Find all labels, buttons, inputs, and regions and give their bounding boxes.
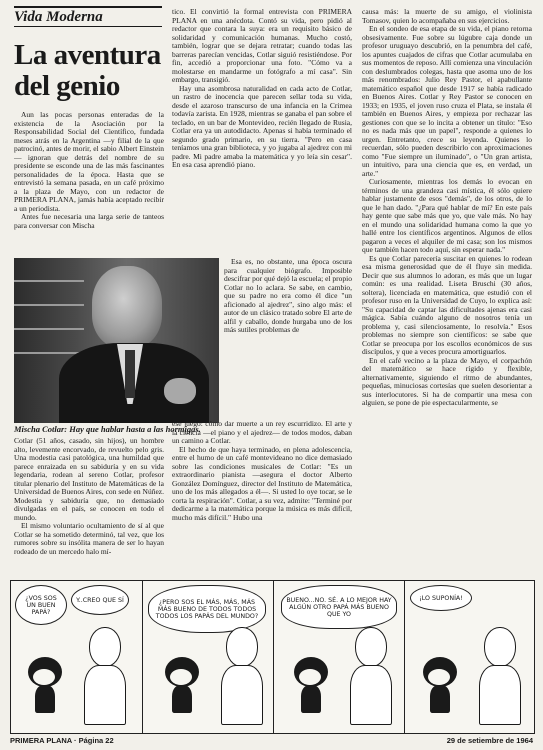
comic-panel-1 — [11, 581, 143, 733]
paragraph: Cotlar (51 años, casado, sin hijos), un hombre alto, levemente encorvado, de revuelto pelo gris. Una modestia casi patológica, una humildad que parece enraizada en su sabiduría y en su vida legendaria, rodean al sereno Cotlar, profesor titular plenario del Instituto de Matemáticas de la Universidad de Buenos Aires, con sede en Núñez. Modestia y sabiduría que, no demasiado divulgadas en el país, se conocen en todo el mundo. — [14, 437, 164, 522]
father-figure — [218, 627, 266, 727]
paragraph: En el sondeo de esa etapa de su vida, el piano retorna obsesivamente. Fue sobre su lúgubre caja donde un profesor uruguayo descubrió, en la penumbra del café, los apuntes cuajados de cifras que Cotlar acumulaba en sus momentos de reposo. Allí comienza una vinculación con deslumbrados colegas, hasta que asoma uno de los más renombrados: Julio Rey Pastor, el apabullante matemático español que desde 1917 se había radicado en Buenos Aires. Cotlar y Rey Pastor se conocen en 1933; en 1935, el joven ruso cruza el Plata, se instala él también en Buenos Aires, y empieza por rechazar las gestiones con que se lo incita a obtener un título: "Eso no es nada más que un papel", responde a quienes lo urgen. Entretanto, crece su leyenda. Quienes lo recuerdan, sólo pueden describirlo con aproximaciones como "Fue siempre un iluminado", o "Un gran artista, un intuitivo, para una ciencia que es, en verdad, un arte." — [362, 24, 532, 178]
speech-bubble-kid: ¿PERO SOS EL MÁS, MÁS, MÁS MÁS BUENO DE TODOS TODOS TODOS LOS PAPÁS DEL MUNDO? — [148, 585, 266, 633]
speech-bubble-dad: BUENO...NO. SÉ. A LO MEJOR HAY ALGÚN OTRO PAPÁ MÁS BUENO QUE YO — [281, 585, 397, 629]
paragraph: Antes fue necesaria una larga serie de tanteos para conversar con Mischa — [14, 212, 164, 230]
column-2-upper — [172, 8, 352, 257]
portrait-photo — [14, 258, 219, 423]
column-1-lower — [14, 437, 164, 579]
mafalda-figure — [291, 657, 331, 727]
mafalda-figure — [420, 657, 460, 727]
father-figure — [81, 627, 129, 727]
speech-bubble-kid: ¿VOS SOS UN BUEN PAPÁ? — [15, 585, 67, 625]
column-2-lower — [172, 420, 352, 579]
paragraph: causa más: la muerte de su amigo, el violinista Tomasov, quien lo acompañaba en sus ejercicios. — [362, 8, 532, 25]
mafalda-figure — [25, 657, 65, 727]
speech-bubble-dad: Y..CREO QUE SÍ — [71, 585, 129, 615]
column-1-intro — [14, 111, 164, 257]
footer-right: 29 de setiembre de 1964 — [446, 736, 533, 745]
paragraph: tico. El convirtió la formal entrevista con PRIMERA PLANA en una anécdota. Contó su vida, pero pidió al redactor que contara la suya: era un requisito básico de solidaridad y comunicación humanas. Mucho costó, también, lograr que se dejara retratar; cuando todas las barreras parecían vencidas, Cotlar siguió resistiéndose. Por fin, accedió a proporcionar una foto. "Cómo va a molestarse en mandarme un fotógrafo a mí casa". Sin embargo, transigió. — [172, 8, 352, 84]
page-footer — [10, 735, 533, 747]
paragraph: En el café vecino a la plaza de Mayo, el corpachón del matemático se hace rígido y flexible, alternativamente, siguiendo el ritmo de abundantes, pequeñas, minuciosas cortesías que suelen desorientar a sus interlocutores. Si ha de compartir una mesa con alguien, se pone de pie espectacularmente, se — [362, 355, 532, 407]
father-figure — [347, 627, 395, 727]
headline-line-2: del genio — [14, 70, 120, 102]
headline-line-1: La aventura — [14, 39, 161, 71]
section-label: Vida Moderna — [14, 6, 162, 27]
comic-panel-4 — [404, 581, 534, 733]
paragraph: Curiosamente, mientras los demás lo evocan en términos de una grandeza casi mística, él sólo quiere hablar justamente de esos "demás", de los otros, de lo que le han dado. "¿Para qué hablar de mí? En este país hay gente que sabe más que yo, que vale más. No hay en el mundo una solidaridad humana como la que yo hallé entre los científicos argentinos. Algunos de ellos pagaron a veces el alquiler de mi casa; son los mismos que también hacen todo aquí, sin esperar nada." — [362, 177, 532, 254]
speech-bubble-kid: ¡LO SUPONÍA! — [410, 585, 472, 611]
paragraph: Aun las pocas personas enteradas de la existencia de la Asociación por la Responsabilidad Social del Científico, fundada meses atrás en la Argentina —y filial de la que patrocinó, antes de morir, el sabio Albert Einstein— ignoran que detrás del nombre de su presidente se esconde una de las más fascinantes personalidades de la época. Hasta que se entrevistó la semana pasada, en un café próximo a la plaza de Mayo, con un redactor de PRIMERA PLANA, jamás había aceptado recibir a un periodista. — [14, 111, 164, 213]
column-2-narrow — [224, 258, 352, 418]
paragraph: ese juego: cómo dar muerte a un rey escurridizo. El arte y la ciencia —el piano y el ajedrez— de todos modos, daban un camino a Cotlar. — [172, 420, 352, 445]
paragraph: El mismo voluntario ocultamiento de sí al que Cotlar se ha sometido determinó, tal vez, que los rumores sobre su insólita manera de ser lo hayan rodeado de un mercedo halo mí- — [14, 521, 164, 556]
paragraph: El hecho de que haya terminado, en plena adolescencia, entre el humo de un café montevideano no dice demasiado sobre las condiciones musicales de Cotlar: "Es un extraordinario pianista —asegura el doctor Alberto González Domínguez, director del Instituto de Matemática, uno de los más allegados a él—. Si usted lo oye tocar, se le corta la respiración". Cotlar, a su vez, admite: "Terminé por dedicarme a la matemática porque la música es más difícil, mucho más difícil." Hubo una — [172, 444, 352, 522]
paragraph: Es que Cotlar parecería suscitar en quienes lo rodean esa misma generosidad que de él fluye sin medida. Decir que sus alumnos lo adoran, es más que un lugar común: es una realidad. Liseta Bruschi (30 años, soltera), licenciada en matemática, que estudió con el profesor ruso en la Universidad de Cuyo, lo explica así: "Su capacidad de captar las dificultades ajenas era casi mágica. Sabía cuándo alguno de nosotros tenía un problema y, casi silenciosamente, lo resolvía." Esos problemas no siempre son científicos: se sabe que Cotlar se preocupa por los escollos económicos de sus discípulos, y que a veces procura amortiguarlos. — [362, 253, 532, 356]
footer-left: PRIMERA PLANA · Página 22 — [10, 736, 114, 745]
headline — [14, 40, 164, 102]
comic-strip — [10, 580, 535, 734]
paragraph: Esa es, no obstante, una época oscura para cualquier biógrafo. Imposible descifrar por qué dejó la escuela; el propio Cotlar no lo aclara. Se sabe, en cambio, que su padre no era como él dice "un aficionado al ajedrez", sino algo más: el autor de un clásico tratado sobre El arte de alfil y caballo, donde hurgaba uno de los más sutiles problemas de — [224, 258, 352, 334]
comic-panel-2 — [142, 581, 274, 733]
mafalda-figure — [162, 657, 202, 727]
column-3 — [362, 8, 532, 579]
photo-caption: Mischa Cotlar: Hay que hablar hasta a las hormigas. — [14, 424, 201, 434]
comic-panel-3 — [273, 581, 405, 733]
paragraph: Hay una asombrosa naturalidad en cada acto de Cotlar, un rastro de inocencia que parecen sellar toda su vida, desde el azaroso transcurso de una infancia en la Crimea todavía zarista. En 1928, mientras se ganaba el pan sobre el teclado, en un bar de Montevideo, recién llegado de Rusia, Cotlar era ya un autodidacto. Apenas si había terminado el segundo grado primario, en su tierra. "Pero en casa teníamos una gran biblioteca, y yo jugaba al ajedrez con mi padre. Mi padre amaba la matemática y yo leía sin cesar". En esa casa aprendió piano. — [172, 83, 352, 169]
father-figure — [476, 627, 524, 727]
